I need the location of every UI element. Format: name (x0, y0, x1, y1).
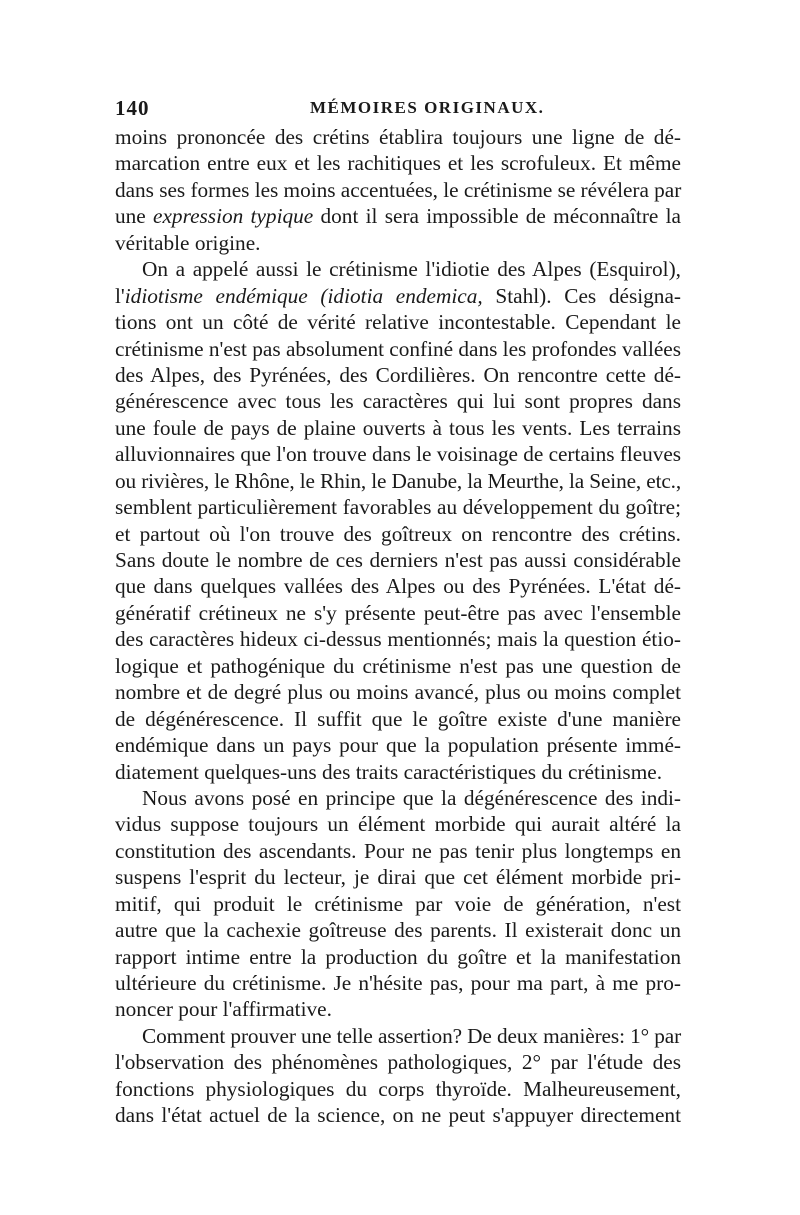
text-line: génératif crétineux ne s'y présente peut-être pas avec l'ensemble (115, 600, 681, 625)
text-line (115, 283, 681, 309)
text-line: des Alpes, des Pyrénées, des Cordilières. On rencontre cette dé- (115, 362, 681, 387)
text-line: ultérieure du crétinisme. Je n'hésite pas, pour ma part, à me pro- (115, 971, 681, 995)
text-line: que dans quelques vallées des Alpes ou des Pyrénées. L'état dé- (115, 574, 681, 599)
text-segment: dont il sera impossible de méconnaître la (313, 204, 681, 229)
text-line: nombre et de degré plus ou moins avancé, plus ou moins complet (115, 680, 681, 705)
text-line: crétinisme n'est pas absolument confiné dans les profondes vallées (115, 336, 681, 361)
text-line: tions ont un côté de vérité relative incontestable. Cependant le (115, 310, 681, 335)
text-line: rapport intime entre la production du goître et la manifestation (115, 944, 681, 969)
text-line: logique et pathogénique du crétinisme n'est pas une question de (115, 653, 681, 678)
text-line: moins prononcée des crétins établira toujours une ligne de dé- (115, 125, 681, 149)
text-line (115, 203, 681, 229)
italic-segment: idiotisme endémique (idiotia endemica, (124, 283, 483, 308)
text-line: de dégénérescence. Il suffit que le goître existe d'une manière (115, 706, 681, 731)
text-line: mitif, qui produit le crétinisme par voie de génération, n'est (115, 891, 681, 916)
text-segment: l' (115, 283, 125, 308)
text-line: Comment prouver une telle assertion? De deux manières: 1° par (142, 1023, 682, 1048)
text-line: véritable origine. (115, 230, 261, 255)
text-segment: une (115, 204, 154, 229)
text-line: semblent particulièrement favorables au développement du goître; (115, 495, 681, 520)
text-line: On a appelé aussi le crétinisme l'idiotie des Alpes (Esquirol), (142, 257, 681, 282)
text-line: dans l'état actuel de la science, on ne peut s'appuyer directement (115, 1103, 681, 1128)
text-line: alluvionnaires que l'on trouve dans le voisinage de certains fleuves (115, 442, 681, 467)
text-line: des caractères hideux ci-dessus mentionnés; mais la question étio- (115, 627, 681, 652)
text-line: endémique dans un pays pour que la population présente immé- (115, 733, 681, 758)
text-line: autre que la cachexie goîtreuse des parents. Il existerait donc un (115, 918, 681, 943)
text-line: Nous avons posé en principe que la dégénérescence des indi- (142, 785, 681, 810)
text-line: diatement quelques-uns des traits caractéristiques du crétinisme. (115, 759, 663, 784)
running-title: MÉMOIRES ORIGINAUX. (310, 98, 545, 117)
text-line: une foule de pays de plaine ouverts à tous les vents. Les terrains (115, 415, 681, 440)
text-line: dans ses formes les moins accentuées, le crétinisme se révélera par (115, 177, 682, 202)
body-text (115, 124, 681, 1129)
page-number: 140 (115, 96, 150, 120)
text-line: suspens l'esprit du lecteur, je dirai que cet élément morbide pri- (115, 865, 681, 890)
text-line: marcation entre eux et les rachitiques et les scrofuleux. Et même (115, 151, 681, 176)
text-line: générescence avec tous les caractères qui lui sont propres dans (115, 389, 681, 414)
text-line: fonctions physiologiques du corps thyroïde. Malheureusement, (115, 1076, 681, 1101)
page-header (115, 96, 681, 124)
text-line: Sans doute le nombre de ces derniers n'est pas aussi considérable (115, 548, 681, 572)
text-line: ou rivières, le Rhône, le Rhin, le Danube, la Meurthe, la Seine, etc., (115, 468, 682, 493)
text-line: l'observation des phénomènes pathologiques, 2° par l'étude des (115, 1050, 681, 1075)
text-segment: Stahl). Ces désigna- (482, 283, 681, 308)
italic-segment: expression typique (153, 204, 314, 229)
text-line: constitution des ascendants. Pour ne pas tenir plus longtemps en (115, 838, 681, 863)
text-line: vidus suppose toujours un élément morbide qui aurait altéré la (115, 812, 681, 837)
text-line: noncer pour l'affirmative. (115, 997, 332, 1022)
text-line: et partout où l'on trouve des goîtreux on rencontre des crétins. (115, 521, 681, 546)
